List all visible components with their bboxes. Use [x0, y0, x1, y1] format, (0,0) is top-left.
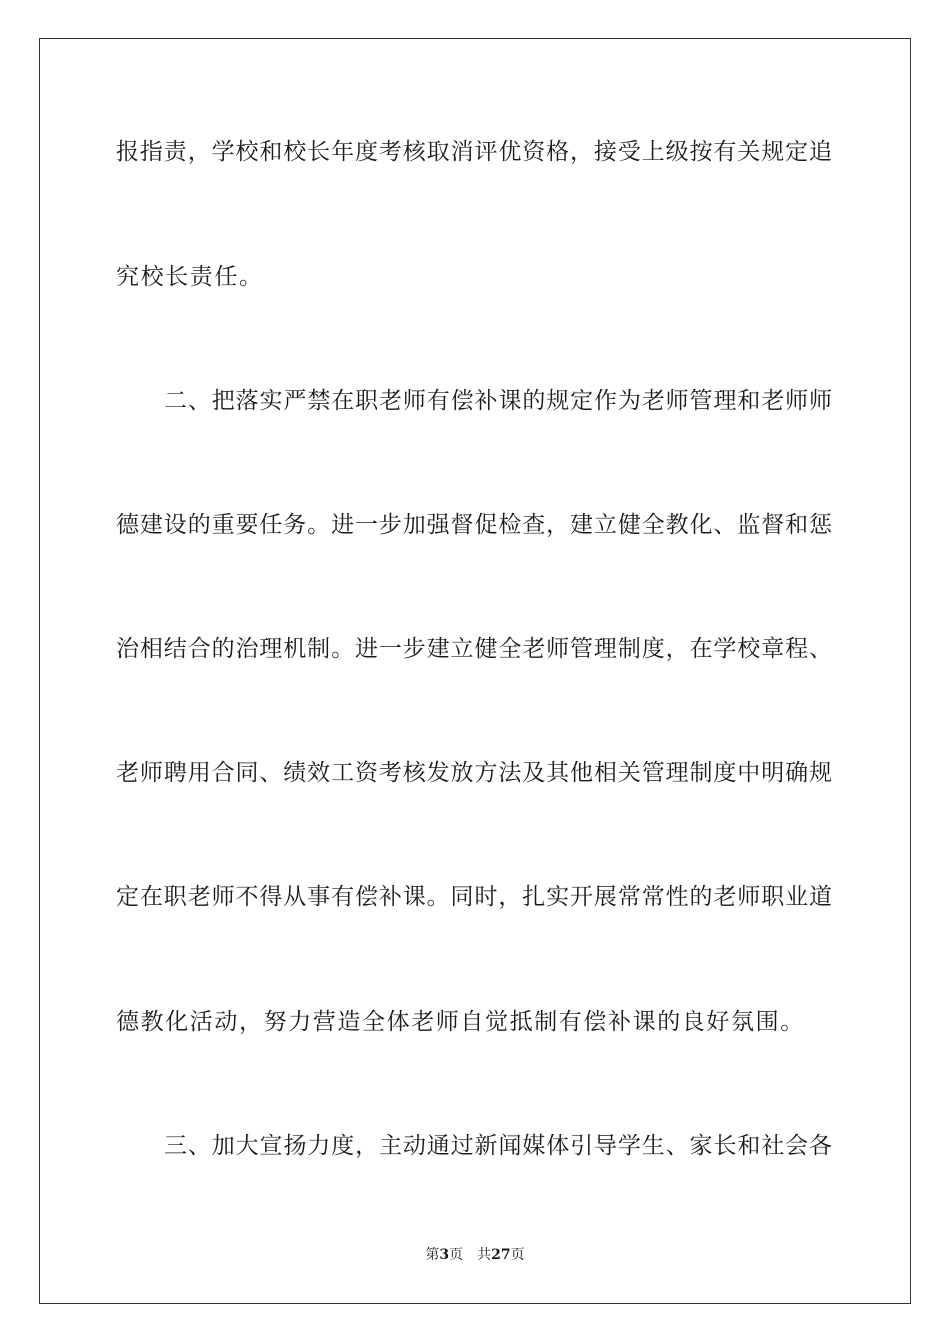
body-line-3: 二、把落实严禁在职老师有偿补课的规定作为老师管理和老师师 [164, 388, 832, 414]
total-suffix: 页 [510, 1247, 525, 1263]
body-line-2: 究校长责任。 [116, 264, 264, 290]
body-line-6: 老师聘用合同、绩效工资考核发放方法及其他相关管理制度中明确规 [116, 760, 832, 786]
page-suffix: 页 [449, 1247, 464, 1263]
body-line-4: 德建设的重要任务。进一步加强督促检查，建立健全教化、监督和惩 [116, 512, 832, 538]
page-number: 3 [439, 1247, 450, 1263]
body-line-7: 定在职老师不得从事有偿补课。同时，扎实开展常常性的老师职业道 [116, 884, 832, 910]
body-line-5: 治相结合的治理机制。进一步建立健全老师管理制度，在学校章程、 [116, 636, 832, 662]
page-footer [0, 1246, 950, 1264]
page-border [39, 38, 911, 1304]
total-pages: 27 [491, 1247, 511, 1263]
page-prefix: 第 [425, 1247, 440, 1263]
body-line-1: 报指责，学校和校长年度考核取消评优资格，接受上级按有关规定追 [116, 139, 832, 165]
body-line-9: 三、加大宣扬力度，主动通过新闻媒体引导学生、家长和社会各 [164, 1133, 832, 1159]
body-line-8: 德教化活动，努力营造全体老师自觉抵制有偿补课的良好氛围。 [116, 1009, 805, 1035]
total-prefix: 共 [477, 1247, 492, 1263]
